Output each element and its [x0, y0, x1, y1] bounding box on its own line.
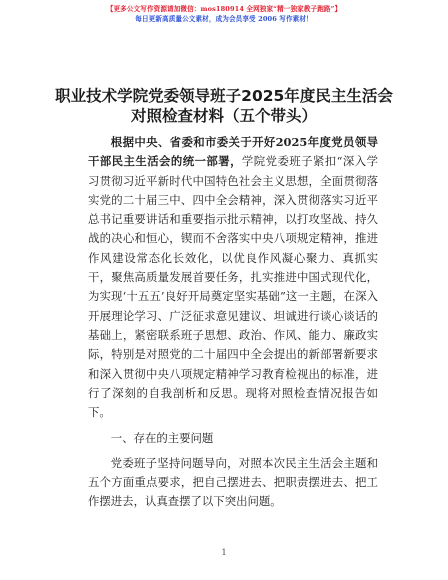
promo-line-2: 每日更新高质量公文素材，成为会员享受 2006 写作素材！: [135, 15, 313, 23]
document-title: 职业技术学院党委领导班子2025年度民主生活会对照检查材料（五个带头）: [55, 87, 393, 125]
section-paragraph: 党委班子坚持问题导向，对照本次民主生活会主题和五个方面重点要求，把自己摆进去、把职责摆进去、把工作摆进去，认真查摆了以下突出问题。: [88, 455, 378, 509]
document-body: [88, 133, 378, 512]
page-number: 1: [221, 548, 227, 557]
promo-line-1: 【更多公文写作资源请加微信：mos180914 全网独家“精一独家教子跑路”】: [106, 5, 342, 13]
section-heading: 一、存在的主要问题: [110, 431, 214, 446]
intro-paragraph: [88, 133, 378, 422]
intro-body: 学院党委班子紧扣“深入学习贯彻习近平新时代中国特色社会主义思想，全面贯彻落实党的二十届三中、四中全会精神，深入贯彻落实习近平总书记重要讲话和重要指示批示精神，以打攻坚战、持久战的决心和恒心，锲而不舍落实中央八项规定精神，推进作风建设常态化长效化，以优良作风凝心聚力、真抓实干，聚焦高质量发展首要任务，扎实推进中国式现代化，为实现‘十五五’良好开局奠定坚实基础”这一主题，在深入开展理论学习、广泛征求意见建议、坦诚进行谈心谈话的基础上，紧密联系班子思想、政治、作风、能力、廉政实际，特别是对照党的二十届四中全会提出的新部署新要求和深入贯彻中央八项规定精神学习教育检视出的标准，进行了深刻的自我剖析和反思。现将对照检查情况报告如下。: [88, 154, 378, 420]
promo-banner: [0, 4, 448, 24]
intro-lead: 根据中央、省委和市委关于开好2025年度党员领导干部民主生活会的统一部署，: [88, 135, 378, 169]
